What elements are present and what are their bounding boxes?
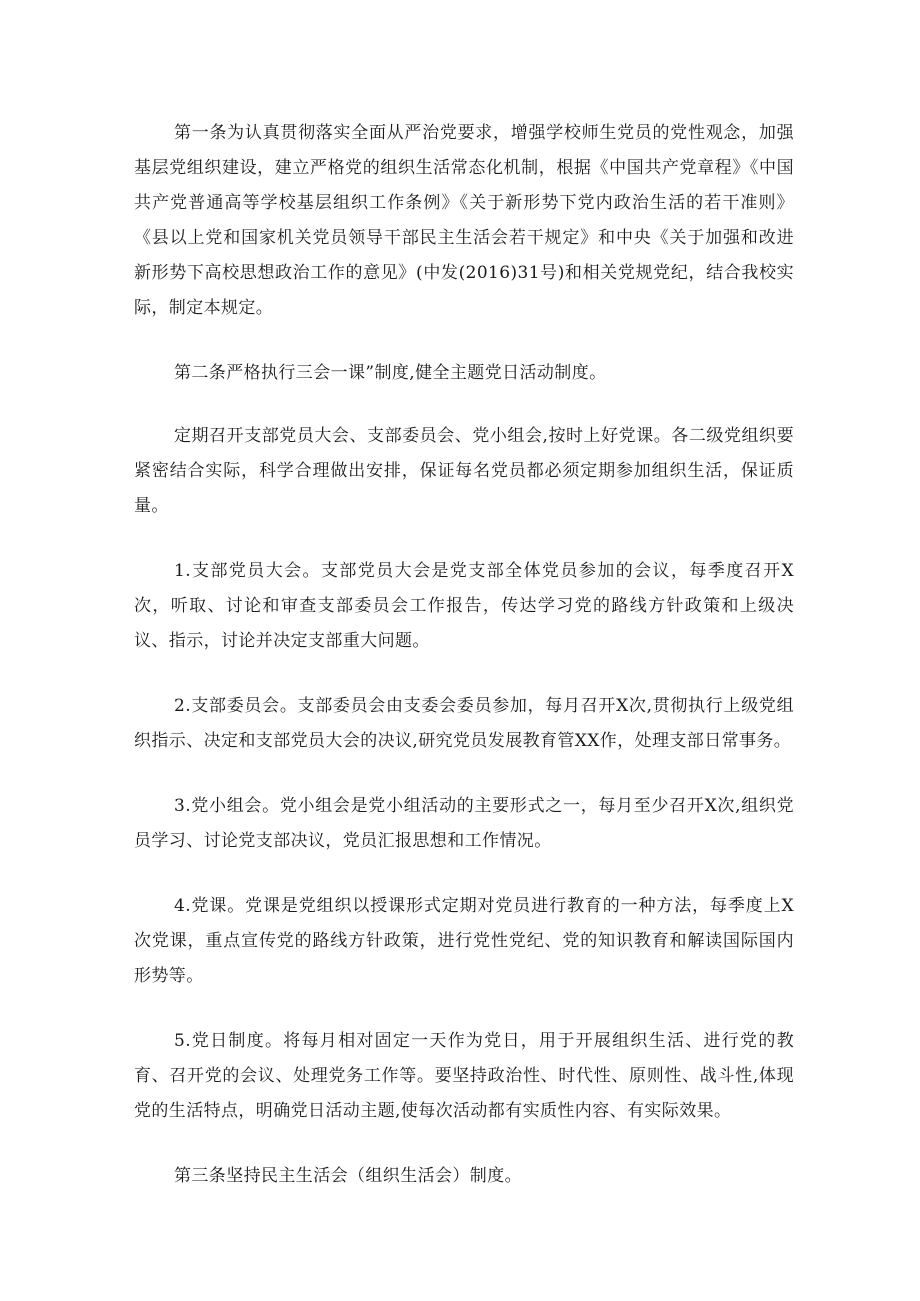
item-2-branch-committee: 2.支部委员会。支部委员会由支委会委员参加，每月召开X次,贯彻执行上级党组织指示、决定和支部党员大会的决议,研究党员发展教育管XX作，处理支部日常事务。 [134,696,794,751]
article-1-paragraph: 第一条为认真贯彻落实全面从严治党要求，增强学校师生党员的党性观念，加强基层党组织建设，建立严格党的组织生活常态化机制，根据《中国共产党章程》《中国共产党普通高等学校基层组织工作条例》《关于新形势下党内政治生活的若干准则》《县以上党和国家机关党员领导干部民主生活会若干规定》和中央《关于加强和改进新形势下高校思想政治工作的意见》(中发(2016)31号)和相关党规党纪，结合我校实际，制定本规定。 [134,123,794,318]
item-5-party-day-system: 5.党日制度。将每月相对固定一天作为党日，用于开展组织生活、进行党的教育、召开党的会议、处理党务工作等。要坚持政治性、时代性、原则性、战斗性,体现党的生活特点，明确党日活动主题,使每次活动都有实质性内容、有实际效果。 [134,1031,794,1121]
article-2-heading: 第二条严格执行三会一课”制度,健全主题党日活动制度。 [174,363,607,383]
item-1-branch-member-meeting: 1.支部党员大会。支部党员大会是党支部全体党员参加的会议，每季度召开X次，听取、讨论和审查支部委员会工作报告，传达学习党的路线方针政策和上级决议、指示，讨论并决定支部重大问题。 [134,561,794,651]
item-4-party-lecture: 4.党课。党课是党组织以授课形式定期对党员进行教育的一种方法，每季度上X次党课，重点宣传党的路线方针政策，进行党性党纪、党的知识教育和解读国际国内形势等。 [134,896,794,986]
meetings-intro-paragraph: 定期召开支部党员大会、支部委员会、党小组会,按时上好党课。各二级党组织要紧密结合实际，科学合理做出安排，保证每名党员都必须定期参加组织生活，保证质量。 [134,426,794,516]
article-3-heading: 第三条坚持民主生活会（组织生活会）制度。 [174,1166,522,1186]
item-3-party-group-meeting: 3.党小组会。党小组会是党小组活动的主要形式之一，每月至少召开X次,组织党员学习、讨论党支部决议，党员汇报思想和工作情况。 [134,796,794,851]
document-body [134,116,794,1222]
